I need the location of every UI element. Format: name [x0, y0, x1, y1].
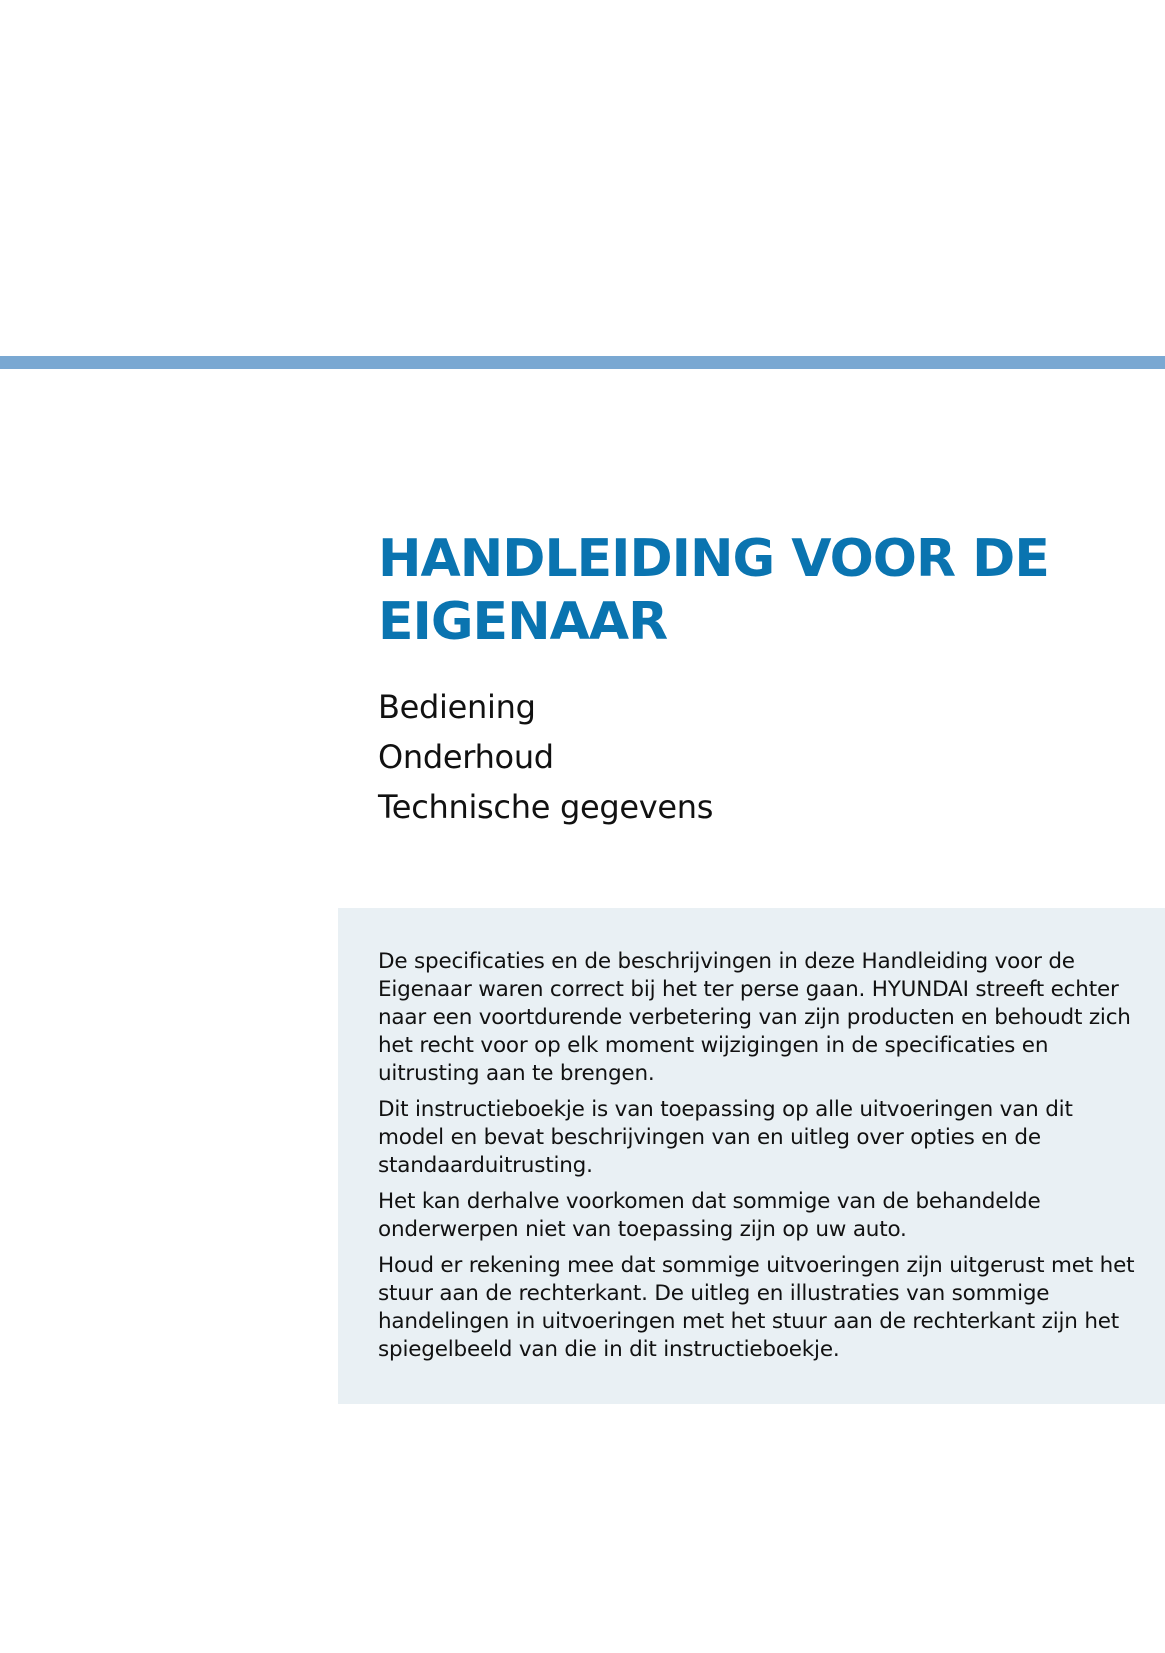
section-item-technische-gegevens: Technische gegevens: [378, 788, 714, 826]
notice-paragraph: De specificaties en de beschrijvingen in deze Handleiding voor de Eigenaar waren correct bij het ter perse gaan. HYUNDAI streeft echter naar een voortdurende verbetering van zijn producten en behoudt zich het recht voor op elk moment wijzigingen in de specificaties en uitrusting aan te brengen.: [378, 949, 1131, 1086]
header-rule: [0, 356, 1165, 369]
notice-text: [378, 948, 1138, 1372]
notice-paragraph: Houd er rekening mee dat sommige uitvoeringen zijn uitgerust met het stuur aan de rechterkant. De uitleg en illustraties van sommige handelingen in uitvoeringen met het stuur aan de rechterkant zijn het spiegelbeeld van die in dit instructieboekje.: [378, 1253, 1135, 1362]
section-item-bediening: Bediening: [378, 688, 536, 726]
document-title-line-2: EIGENAAR: [378, 592, 668, 652]
section-list: [378, 682, 713, 832]
section-item-onderhoud: Onderhoud: [378, 738, 554, 776]
document-title-line-1: HANDLEIDING VOOR DE: [378, 529, 1049, 589]
document-title: [378, 528, 1138, 654]
notice-box: [338, 908, 1165, 1404]
notice-paragraph: Dit instructieboekje is van toepassing op alle uitvoeringen van dit model en bevat beschrijvingen van en uitleg over opties en de standaarduitrusting.: [378, 1097, 1073, 1178]
notice-paragraph: Het kan derhalve voorkomen dat sommige van de behandelde onderwerpen niet van toepassing zijn op uw auto.: [378, 1189, 1041, 1242]
